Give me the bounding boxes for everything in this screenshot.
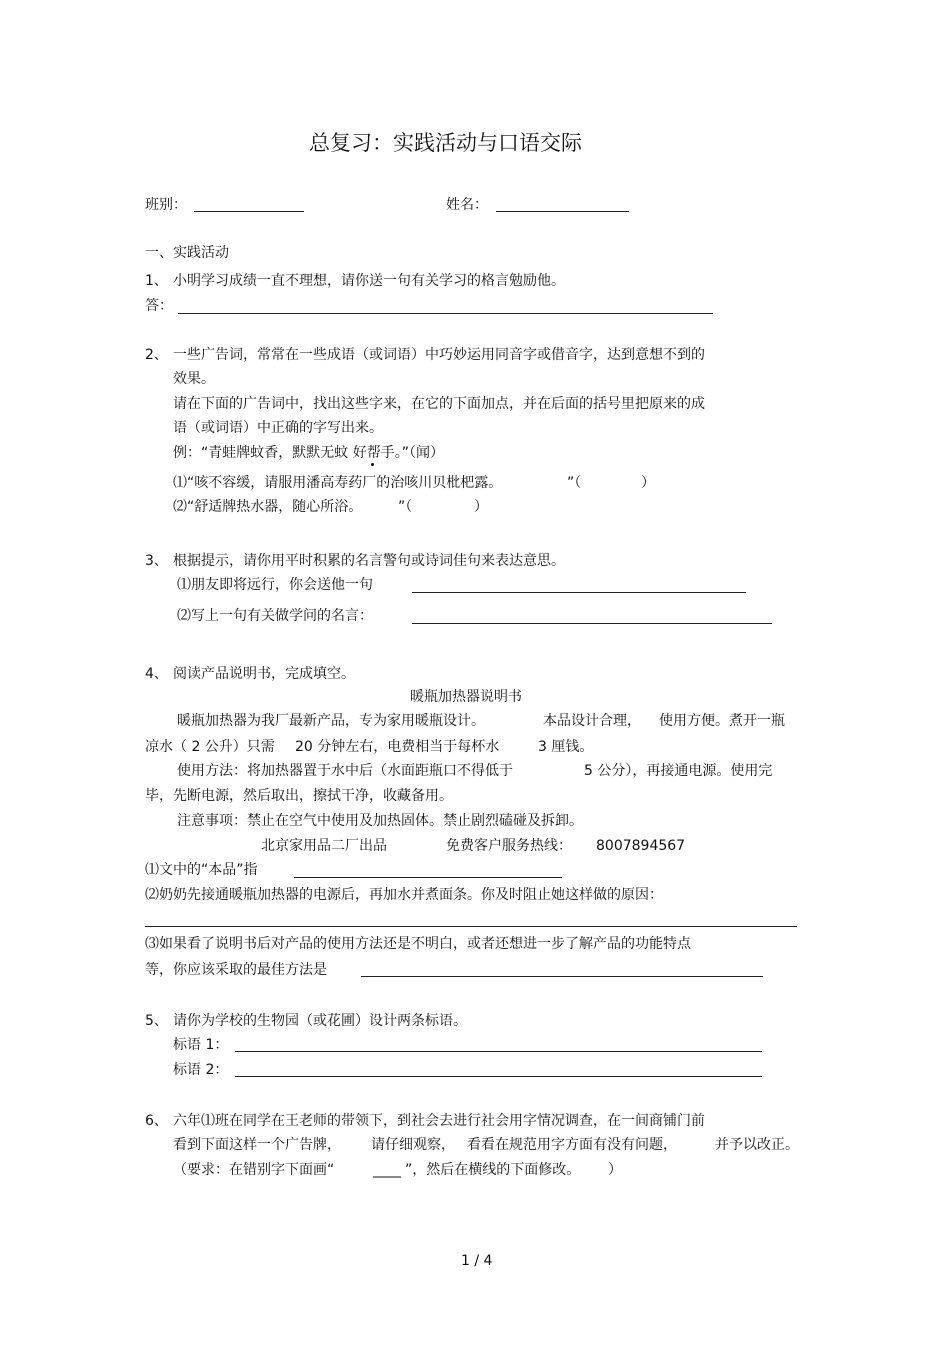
q2-item1: ⑴“咳不容缓，请服用潘高寿药厂的治咳川贝枇杷露。: [173, 475, 503, 491]
q4-text: 阅读产品说明书，完成填空。: [173, 666, 355, 682]
hotline-label: 免费客户服务热线：: [446, 838, 572, 854]
name-field[interactable]: [496, 211, 629, 212]
q1-number: 1、: [145, 273, 168, 289]
name-label: 姓名：: [446, 197, 488, 213]
slogan2-field[interactable]: [235, 1076, 762, 1077]
q4-sub3b: 等，你应该采取的最佳方法是: [145, 962, 327, 978]
q6-line1: 六年⑴班在同学在王老师的带领下，到社会去进行社会用字情况调查，在一间商铺门前: [173, 1113, 705, 1129]
q6-line3d: ）: [608, 1162, 622, 1178]
q3-answer1-field[interactable]: [412, 592, 746, 593]
q3-number: 3、: [145, 553, 168, 569]
q3-item2: ⑵写上一句有关做学问的名言：: [177, 608, 373, 624]
manual-p2b: 20 分钟左右，电费相当于每杯水: [295, 739, 500, 755]
q6-line2c: 看看在规范用字方面有没有问题，: [467, 1137, 677, 1153]
q6-line2b: 请仔细观察，: [371, 1137, 455, 1153]
manual-p4: 毕，先断电源，然后取出，擦拭干净，收藏备用。: [145, 788, 453, 804]
q6-line3c: ”，然后在横线的下面修改。: [405, 1162, 581, 1178]
q2-example: 例：“青蛙牌蚊香，默默无蚊 好帮手。”（闻）: [173, 445, 444, 461]
emphasis-dot: [371, 463, 374, 466]
q4-sub2: ⑵奶奶先接通暖瓶加热器的电源后，再加水并煮面条。你及时阻止她这样做的原因：: [145, 887, 663, 903]
section-heading: 一、实践活动: [145, 245, 229, 261]
page-title: 总复习：实践活动与口语交际: [309, 131, 582, 155]
class-field[interactable]: [194, 211, 304, 212]
manual-p1b: 本品设计合理，: [543, 713, 641, 729]
slogan1-label: 标语 1：: [173, 1037, 229, 1053]
hotline-number: 8007894567: [596, 838, 686, 854]
q2-line3: 请在下面的广告词中，找出这些字来，在它的下面加点，并在后面的括号里把原来的成: [173, 396, 705, 412]
slogan2-label: 标语 2：: [173, 1062, 229, 1078]
manual-maker: 北京家用品二厂出品: [261, 838, 387, 854]
q2-item1-close: ）: [641, 475, 655, 491]
q2-line2: 效果。: [173, 371, 215, 387]
q4-sub3a: ⑶如果看了说明书后对产品的使用方法还是不明白，或者还想进一步了解产品的功能特点: [145, 936, 691, 952]
q2-number: 2、: [145, 347, 168, 363]
q3-item1: ⑴朋友即将远行，你会送他一句: [177, 577, 373, 593]
q3-answer2-field[interactable]: [412, 623, 772, 624]
q1-text: 小明学习成绩一直不理想，请你送一句有关学习的格言勉励他。: [173, 273, 565, 289]
q6-line3a: （要求：在错别字下面画“: [173, 1162, 335, 1178]
q4-sub1: ⑴文中的“本品”指: [145, 862, 258, 878]
q4-sub1-field[interactable]: [294, 877, 562, 878]
q4-sub2-field[interactable]: [145, 926, 797, 927]
q5-text: 请你为学校的生物园（或花圃）设计两条标语。: [173, 1013, 467, 1029]
q6-line2d: 并予以改正。: [715, 1137, 799, 1153]
q2-line1: 一些广告词，常常在一些成语（或词语）中巧妙运用同音字或借音字，达到意想不到的: [173, 347, 705, 363]
q2-item2-tail: ”（: [398, 499, 413, 515]
slogan1-field[interactable]: [235, 1051, 762, 1052]
manual-p1a: 暖瓶加热器为我厂最新产品，专为家用暖瓶设计。: [177, 713, 485, 729]
q2-item2: ⑵“舒适牌热水器，随心所浴。: [173, 499, 363, 515]
manual-p5: 注意事项：禁止在空气中使用及加热固体。禁止剧烈磕碰及拆卸。: [177, 813, 583, 829]
class-label: 班别：: [145, 197, 187, 213]
q2-item2-close: ）: [474, 499, 488, 515]
manual-p3a: 使用方法：将加热器置于水中后（水面距瓶口不得低于: [177, 763, 513, 779]
page-number: 1 / 4: [461, 1253, 493, 1269]
q2-line4: 语（或词语）中正确的字写出来。: [173, 420, 383, 436]
q6-line3b: ____: [373, 1162, 401, 1178]
q6-number: 6、: [145, 1113, 168, 1129]
q4-number: 4、: [145, 666, 168, 682]
q5-number: 5、: [145, 1013, 168, 1029]
manual-p2a: 凉水（ 2 公升）只需: [145, 739, 275, 755]
q2-item1-tail: ”（: [567, 475, 582, 491]
manual-title: 暖瓶加热器说明书: [410, 689, 522, 705]
manual-p3b: 5 公分），再接通电源。使用完: [584, 763, 773, 779]
q1-answer-label: 答：: [145, 298, 173, 314]
manual-p2c: 3 厘钱。: [538, 739, 594, 755]
q1-answer-field[interactable]: [178, 313, 713, 314]
q4-sub3-field[interactable]: [361, 976, 763, 977]
manual-p1c: 使用方便。煮开一瓶: [659, 713, 785, 729]
q6-line2a: 看到下面这样一个广告牌，: [173, 1137, 341, 1153]
q3-text: 根据提示，请你用平时积累的名言警句或诗词佳句来表达意思。: [173, 553, 565, 569]
